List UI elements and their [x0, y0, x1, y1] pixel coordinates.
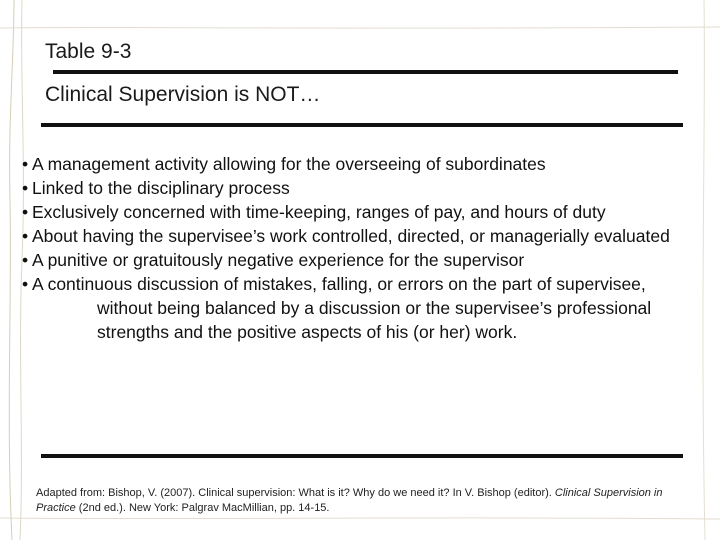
list-item: • Linked to the disciplinary process	[22, 176, 702, 200]
list-item: • A continuous discussion of mistakes, falling, or errors on the part of supervisee, without being balanced by a discussion or the supervisee’s professional strengths and the positive aspects of his (or her) work.	[22, 272, 702, 344]
list-item: • A management activity allowing for the overseeing of subordinates	[22, 152, 702, 176]
bullet-list	[22, 152, 702, 344]
list-item: • Exclusively concerned with time-keeping, ranges of pay, and hours of duty	[22, 200, 702, 224]
divider-under-title	[41, 123, 683, 127]
citation-suffix: (2nd ed.). New York: Palgrav MacMillian, pp. 14-15.	[75, 502, 330, 514]
divider-top	[53, 70, 678, 74]
page-title: Clinical Supervision is NOT…	[45, 83, 321, 106]
table-label: Table 9-3	[45, 40, 132, 63]
divider-bottom	[41, 454, 683, 458]
list-item: • A punitive or gratuitously negative experience for the supervisor	[22, 248, 702, 272]
citation-book-title: Clinical Supervision in Practice	[36, 487, 663, 514]
citation-prefix: Adapted from: Bishop, V. (2007). Clinical supervision: What is it? Why do we need it? In V. Bishop (editor).	[36, 487, 555, 499]
list-item: • About having the supervisee’s work controlled, directed, or managerially evaluated	[22, 224, 702, 248]
citation	[36, 486, 676, 516]
